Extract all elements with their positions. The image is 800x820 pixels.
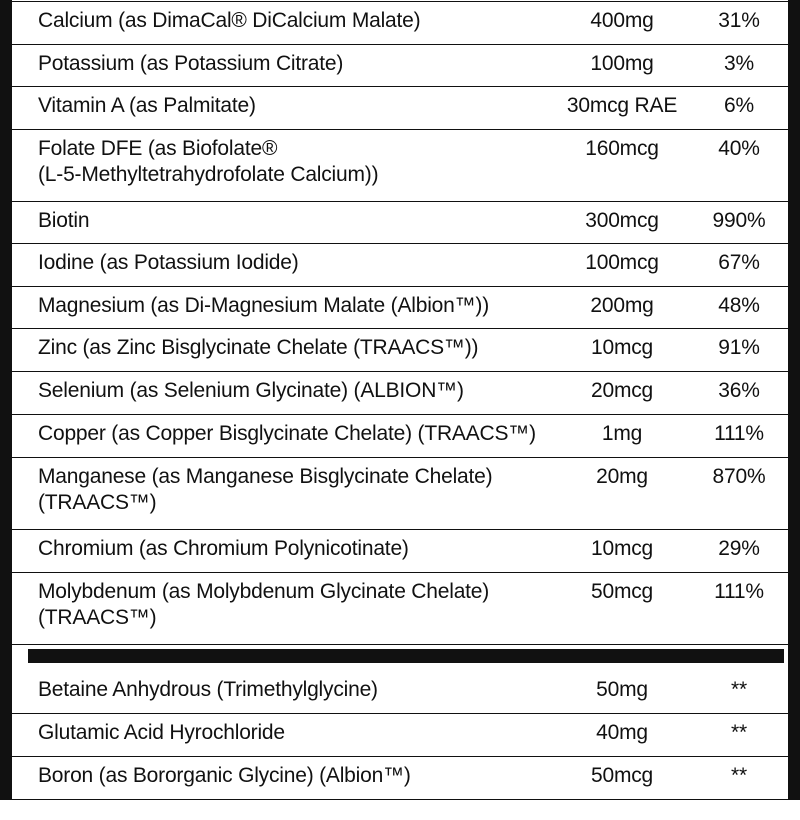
ingredient-name — [38, 720, 285, 746]
ingredient-name — [38, 136, 378, 188]
facts-rows — [12, 0, 788, 800]
amount-per-serving: 100mg — [590, 52, 654, 75]
daily-value: 40% — [718, 137, 760, 160]
ingredient-name — [38, 579, 489, 631]
ingredient-name-line: (L-5-Methyltetrahydrofolate Calcium)) — [38, 163, 379, 186]
ingredient-name-line: Chromium (as Chromium Polynicotinate) — [38, 537, 409, 560]
amount-per-serving: 300mcg — [585, 209, 659, 232]
facts-row — [12, 287, 788, 329]
ingredient-name — [38, 763, 411, 789]
facts-row — [12, 415, 788, 458]
daily-value: ** — [731, 678, 747, 701]
ingredient-name — [38, 335, 478, 361]
ingredient-name-line: Betaine Anhydrous (Trimethylglycine) — [38, 678, 378, 701]
daily-value: 3% — [724, 52, 754, 75]
facts-row — [12, 458, 788, 530]
daily-value: 990% — [712, 209, 766, 232]
ingredient-name-line: Vitamin A (as Palmitate) — [38, 94, 256, 117]
facts-row — [12, 87, 788, 130]
section-divider — [12, 645, 788, 671]
ingredient-name — [38, 677, 378, 703]
facts-row — [12, 530, 788, 573]
ingredient-name — [38, 250, 299, 276]
facts-row — [12, 130, 788, 202]
ingredient-name — [38, 378, 464, 404]
ingredient-name-line: Molybdenum (as Molybdenum Glycinate Chelate) — [38, 580, 490, 603]
facts-row — [12, 329, 788, 372]
daily-value: 36% — [718, 379, 760, 402]
daily-value: ** — [731, 721, 747, 744]
daily-value: 111% — [714, 580, 764, 603]
facts-row — [12, 573, 788, 645]
ingredient-name — [38, 293, 489, 319]
facts-row — [12, 671, 788, 714]
ingredient-name — [38, 421, 536, 447]
ingredient-name-line: Iodine (as Potassium Iodide) — [38, 251, 299, 274]
ingredient-name — [38, 464, 492, 516]
ingredient-name — [38, 536, 409, 562]
facts-row — [12, 2, 788, 45]
amount-per-serving: 40mg — [596, 721, 648, 744]
amount-per-serving: 200mg — [590, 294, 654, 317]
ingredient-name-line: (TRAACS™) — [38, 491, 157, 514]
ingredient-name-line: Copper (as Copper Bisglycinate Chelate) (TRAACS™) — [38, 422, 536, 445]
ingredient-name — [38, 8, 420, 34]
daily-value: 870% — [712, 465, 766, 488]
amount-per-serving: 160mcg — [585, 137, 659, 160]
ingredient-name-line: Magnesium (as Di-Magnesium Malate (Albion™)) — [38, 294, 490, 317]
facts-row — [12, 757, 788, 800]
divider-bar — [28, 649, 784, 663]
panel-border-left — [0, 0, 12, 800]
ingredient-name-line: Calcium (as DimaCal® DiCalcium Malate) — [38, 9, 421, 32]
amount-per-serving: 50mcg — [590, 764, 654, 787]
amount-per-serving: 100mcg — [585, 251, 659, 274]
amount-per-serving: 400mg — [590, 9, 654, 32]
facts-row — [12, 45, 788, 87]
amount-per-serving: 1mg — [601, 422, 643, 445]
daily-value: 48% — [718, 294, 760, 317]
facts-row — [12, 714, 788, 757]
daily-value: 67% — [718, 251, 760, 274]
amount-per-serving: 50mcg — [590, 580, 654, 603]
amount-per-serving: 50mg — [596, 678, 648, 701]
ingredient-name-line: Manganese (as Manganese Bisglycinate Chelate) — [38, 465, 493, 488]
daily-value: ** — [731, 764, 747, 787]
ingredient-name-line: Selenium (as Selenium Glycinate) (ALBION™) — [38, 379, 464, 402]
ingredient-name-line: (TRAACS™) — [38, 606, 157, 629]
daily-value: 6% — [724, 94, 754, 117]
amount-per-serving: 10mcg — [590, 537, 654, 560]
amount-per-serving: 30mcg RAE — [566, 94, 678, 117]
ingredient-name-line: Potassium (as Potassium Citrate) — [38, 52, 344, 75]
amount-per-serving: 10mcg — [590, 336, 654, 359]
ingredient-name — [38, 93, 256, 119]
ingredient-name-line: Zinc (as Zinc Bisglycinate Chelate (TRAACS™)) — [38, 336, 479, 359]
amount-per-serving: 20mg — [596, 465, 648, 488]
ingredient-name — [38, 208, 89, 234]
ingredient-name-line: Folate DFE (as Biofolate® — [38, 137, 278, 160]
ingredient-name-line: Biotin — [38, 209, 90, 232]
ingredient-name-line: Glutamic Acid Hyrochloride — [38, 721, 285, 744]
panel-border-right — [788, 0, 800, 800]
ingredient-name — [38, 51, 343, 77]
facts-row — [12, 202, 788, 244]
daily-value: 29% — [718, 537, 760, 560]
daily-value: 111% — [714, 422, 764, 445]
ingredient-name-line: Boron (as Bororganic Glycine) (Albion™) — [38, 764, 411, 787]
amount-per-serving: 20mcg — [590, 379, 654, 402]
facts-row — [12, 244, 788, 287]
daily-value: 91% — [718, 336, 760, 359]
daily-value: 31% — [718, 9, 760, 32]
facts-row — [12, 372, 788, 415]
